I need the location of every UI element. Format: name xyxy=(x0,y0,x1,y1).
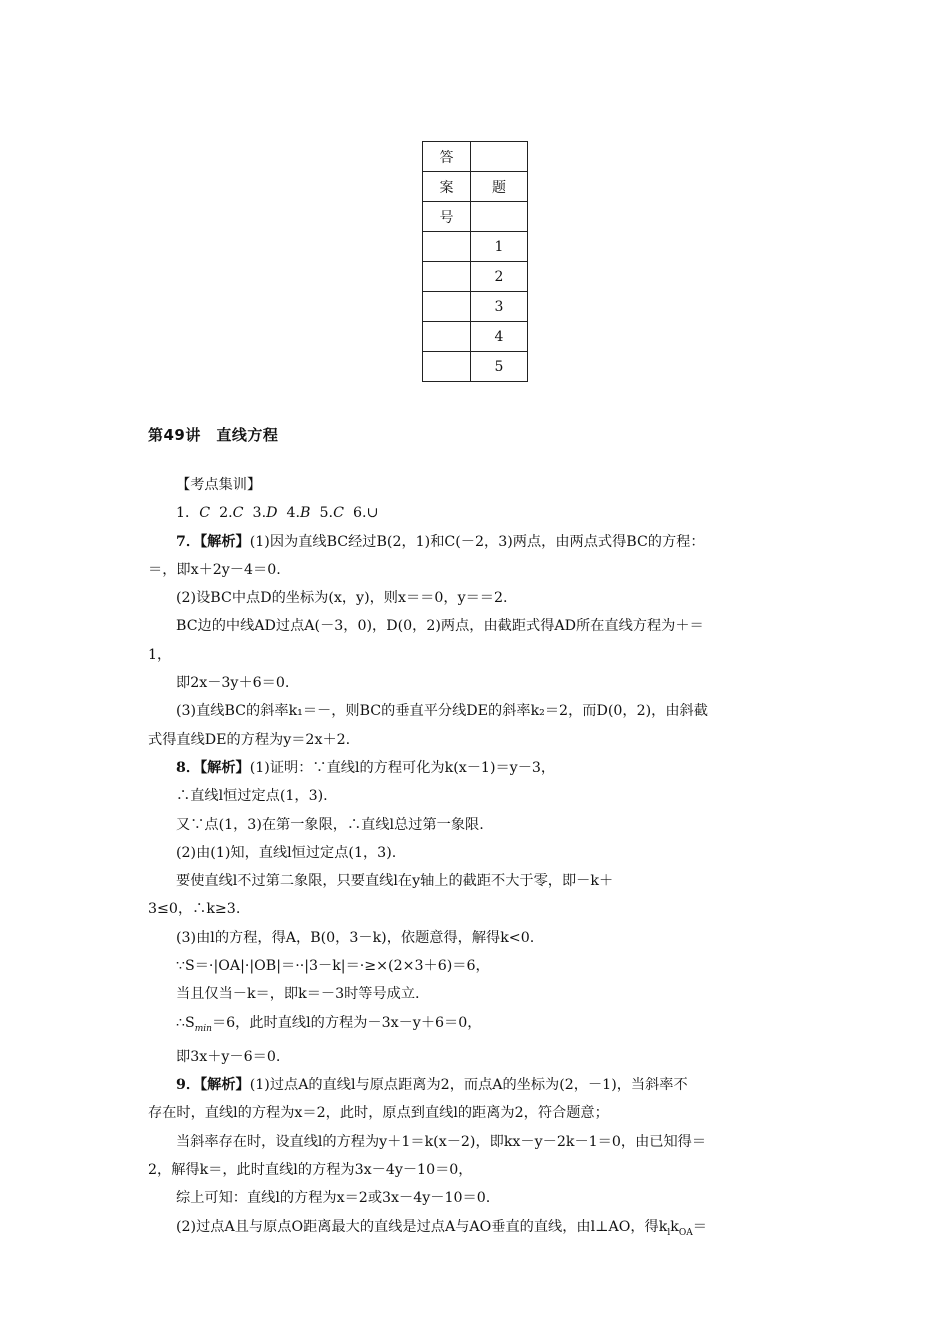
answer-num: 2. xyxy=(219,505,233,522)
text-line: ∵S＝·|OA|·|OB|＝··|3－k|＝·≥×(2×3＋6)＝6， xyxy=(176,958,490,975)
text-fragment: (2)过点A且与原点O距离最大的直线是过点A与AO垂直的直线，由l⊥AO，得k xyxy=(176,1218,668,1235)
subscript: OA xyxy=(678,1227,693,1238)
text-line: BC边的中线AD过点A(－3，0)，D(0，2)两点，由截距式得AD所在直线方程为＋＝ xyxy=(176,618,704,635)
q8-label: 8．【解析】 xyxy=(176,759,250,776)
text-line: 综上可知：直线l的方程为x＝2或3x－4y－10＝0. xyxy=(176,1190,491,1207)
answer-num: 3. xyxy=(252,505,267,522)
number-cell: 2 xyxy=(471,262,528,292)
text-line: 存在时，直线l的方程为x＝2，此时，原点到直线l的距离为2，符合题意； xyxy=(148,1105,609,1122)
text-line: 当且仅当－k＝，即k＝－3时等号成立. xyxy=(176,986,420,1003)
header-cell xyxy=(471,142,528,172)
q9-label: 9．【解析】 xyxy=(176,1077,250,1094)
text-line: 3≤0，∴k≥3. xyxy=(148,901,241,918)
text-line: 即3x＋y－6＝0. xyxy=(176,1048,281,1065)
text-line: 当斜率存在时，设直线l的方程为y＋1＝k(x－2)，即kx－y－2k－1＝0，由已知得＝ xyxy=(176,1133,707,1150)
subscript: min xyxy=(194,1023,212,1034)
table-row xyxy=(423,322,528,352)
answer-num: 1． xyxy=(176,505,200,522)
q9-line xyxy=(148,1071,808,1099)
table-row xyxy=(423,352,528,382)
number-cell: 5 xyxy=(471,352,528,382)
q8-line xyxy=(148,754,808,782)
text-line: (2)由(1)知，直线l恒过定点(1，3). xyxy=(176,844,397,861)
answer-num: 4. xyxy=(286,505,301,522)
answer-cell xyxy=(423,292,471,322)
header-cell: 案 xyxy=(423,172,471,202)
answer-option: C xyxy=(232,505,244,522)
answer-cell xyxy=(423,352,471,382)
header-cell xyxy=(471,202,528,232)
text-line: (3)直线BC的斜率k₁＝－，则BC的垂直平分线DE的斜率k₂＝2，而D(0，2)，由斜截 xyxy=(176,703,708,720)
answer-option: C xyxy=(199,505,211,522)
text-line xyxy=(148,1009,808,1043)
q7-label: 7．【解析】 xyxy=(176,533,250,550)
number-cell: 4 xyxy=(471,322,528,352)
answer-cell xyxy=(423,262,471,292)
kaodian-heading: 【考点集训】 xyxy=(176,477,262,493)
text-fragment: ＝6，此时直线l的方程为－3x－y＋6＝0， xyxy=(211,1014,482,1031)
text-line: ∴直线l恒过定点(1，3). xyxy=(176,788,328,805)
answer-table xyxy=(422,141,528,382)
subscript: l xyxy=(667,1227,671,1238)
number-cell: 1 xyxy=(471,232,528,262)
text-line: ＝，即x＋2y－4＝0. xyxy=(148,561,281,578)
text-fragment: ∴S xyxy=(176,1014,195,1031)
header-cell: 答 xyxy=(423,142,471,172)
header-cell: 题 xyxy=(471,172,528,202)
answer-cell xyxy=(423,232,471,262)
text-line: 即2x－3y＋6＝0. xyxy=(176,675,290,692)
number-cell: 3 xyxy=(471,292,528,322)
text-line: 要使直线l不过第二象限，只要直线l在y轴上的截距不大于零，即－k＋ xyxy=(176,873,614,890)
answer-option: B xyxy=(300,505,311,522)
text-line: (1)因为直线BC经过B(2，1)和C(－2，3)两点，由两点式得BC的方程： xyxy=(249,533,705,550)
answer-option: ∪ xyxy=(366,505,379,522)
text-line: 又∵点(1，3)在第一象限，∴直线l总过第一象限. xyxy=(176,816,484,833)
text-line: (1)过点A的直线l与原点距离为2，而点A的坐标为(2，－1)，当斜率不 xyxy=(249,1077,688,1094)
answer-option: C xyxy=(333,505,344,522)
solution-content xyxy=(148,471,808,1247)
answer-num: 5. xyxy=(319,505,334,522)
table-row xyxy=(423,232,528,262)
text-line: 1， xyxy=(148,646,172,663)
answer-cell xyxy=(423,322,471,352)
table-row xyxy=(423,292,528,322)
text-line: (3)由l的方程，得A，B(0，3－k)，依题意得，解得k<0. xyxy=(176,929,535,946)
text-fragment: k xyxy=(670,1218,679,1235)
text-fragment: ＝ xyxy=(692,1218,707,1235)
section-title: 第49讲 直线方程 xyxy=(148,426,279,444)
answer-option: D xyxy=(266,505,278,522)
text-line: (1)证明：∵直线l的方程可化为k(x－1)＝y－3， xyxy=(249,759,556,776)
table-row xyxy=(423,262,528,292)
text-line: 式得直线DE的方程为y＝2x＋2. xyxy=(148,731,351,748)
answers-line xyxy=(148,499,808,527)
text-line xyxy=(148,1213,808,1247)
text-line: (2)设BC中点D的坐标为(x，y)，则x＝＝0，y＝＝2. xyxy=(176,590,508,607)
text-line: 2，解得k＝，此时直线l的方程为3x－4y－10＝0， xyxy=(148,1161,473,1178)
answer-num: 6. xyxy=(352,505,367,522)
q7-line xyxy=(148,528,808,556)
header-cell: 号 xyxy=(423,202,471,232)
